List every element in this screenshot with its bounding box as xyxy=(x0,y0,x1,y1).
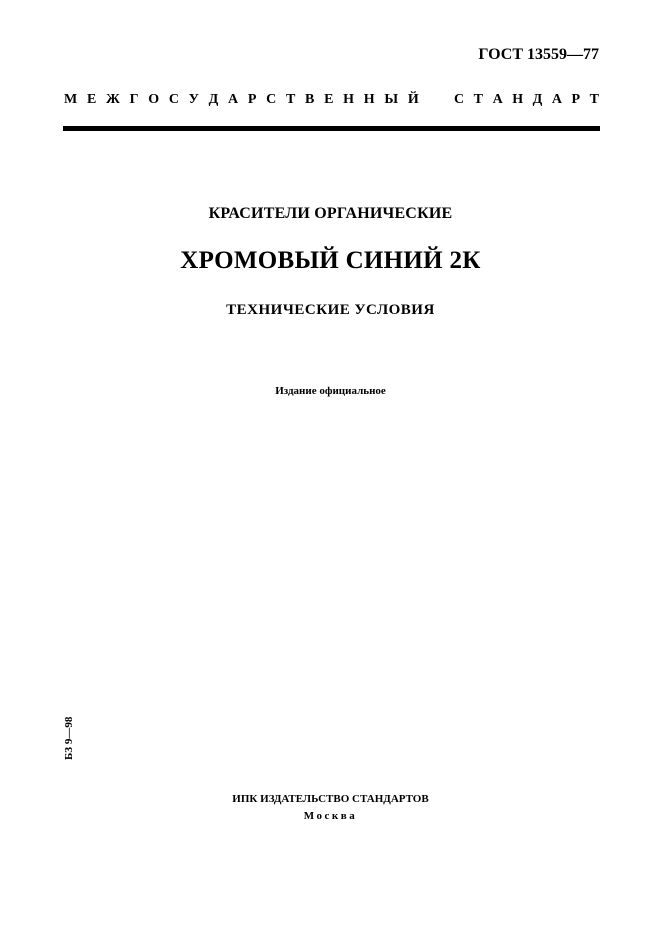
heading-letter: Р xyxy=(571,92,581,107)
heading-letter: Е xyxy=(324,92,334,107)
heading-letter: Д xyxy=(208,92,219,107)
heading-letter: О xyxy=(148,92,160,107)
publisher-city: Москва xyxy=(303,810,358,822)
heading-letter: С xyxy=(266,92,277,107)
heading-letter: Р xyxy=(247,92,257,107)
document-subtitle: ТЕХНИЧЕСКИЕ УСЛОВИЯ xyxy=(226,302,435,318)
heading-letter: Д xyxy=(532,92,543,107)
edition-note: Издание официальное xyxy=(275,385,386,397)
heading-letter: Е xyxy=(86,92,97,107)
heading-letter: Н xyxy=(343,92,355,107)
heading-letter: В xyxy=(305,92,315,107)
document-number: ГОСТ 13559—77 xyxy=(478,46,599,63)
heading-letter: Й xyxy=(407,92,419,107)
standard-type-word-standard xyxy=(454,92,599,108)
standard-type-heading xyxy=(64,92,599,108)
heading-letter: М xyxy=(64,92,78,107)
side-print-mark: БЗ 9—98 xyxy=(63,716,75,760)
heading-letter: Т xyxy=(285,92,296,107)
heading-letter: Н xyxy=(512,92,524,107)
heading-letter: Ы xyxy=(384,92,399,107)
heading-letter: А xyxy=(492,92,503,107)
heading-letter: Т xyxy=(589,92,599,107)
document-title: ХРОМОВЫЙ СИНИЙ 2К xyxy=(180,247,481,274)
heading-letter: Ж xyxy=(106,92,120,107)
header-divider xyxy=(63,126,600,131)
heading-letter: А xyxy=(551,92,562,107)
heading-letter: Т xyxy=(473,92,484,107)
heading-letter: Г xyxy=(129,92,139,107)
publisher-name: ИПК ИЗДАТЕЛЬСТВО СТАНДАРТОВ xyxy=(232,793,429,805)
heading-letter: А xyxy=(228,92,239,107)
heading-letter: Н xyxy=(363,92,375,107)
product-category: КРАСИТЕЛИ ОРГАНИЧЕСКИЕ xyxy=(208,205,453,222)
heading-letter: С xyxy=(454,92,465,107)
heading-letter: С xyxy=(168,92,179,107)
heading-letter: У xyxy=(188,92,199,107)
standard-type-word-interstate xyxy=(64,92,419,108)
